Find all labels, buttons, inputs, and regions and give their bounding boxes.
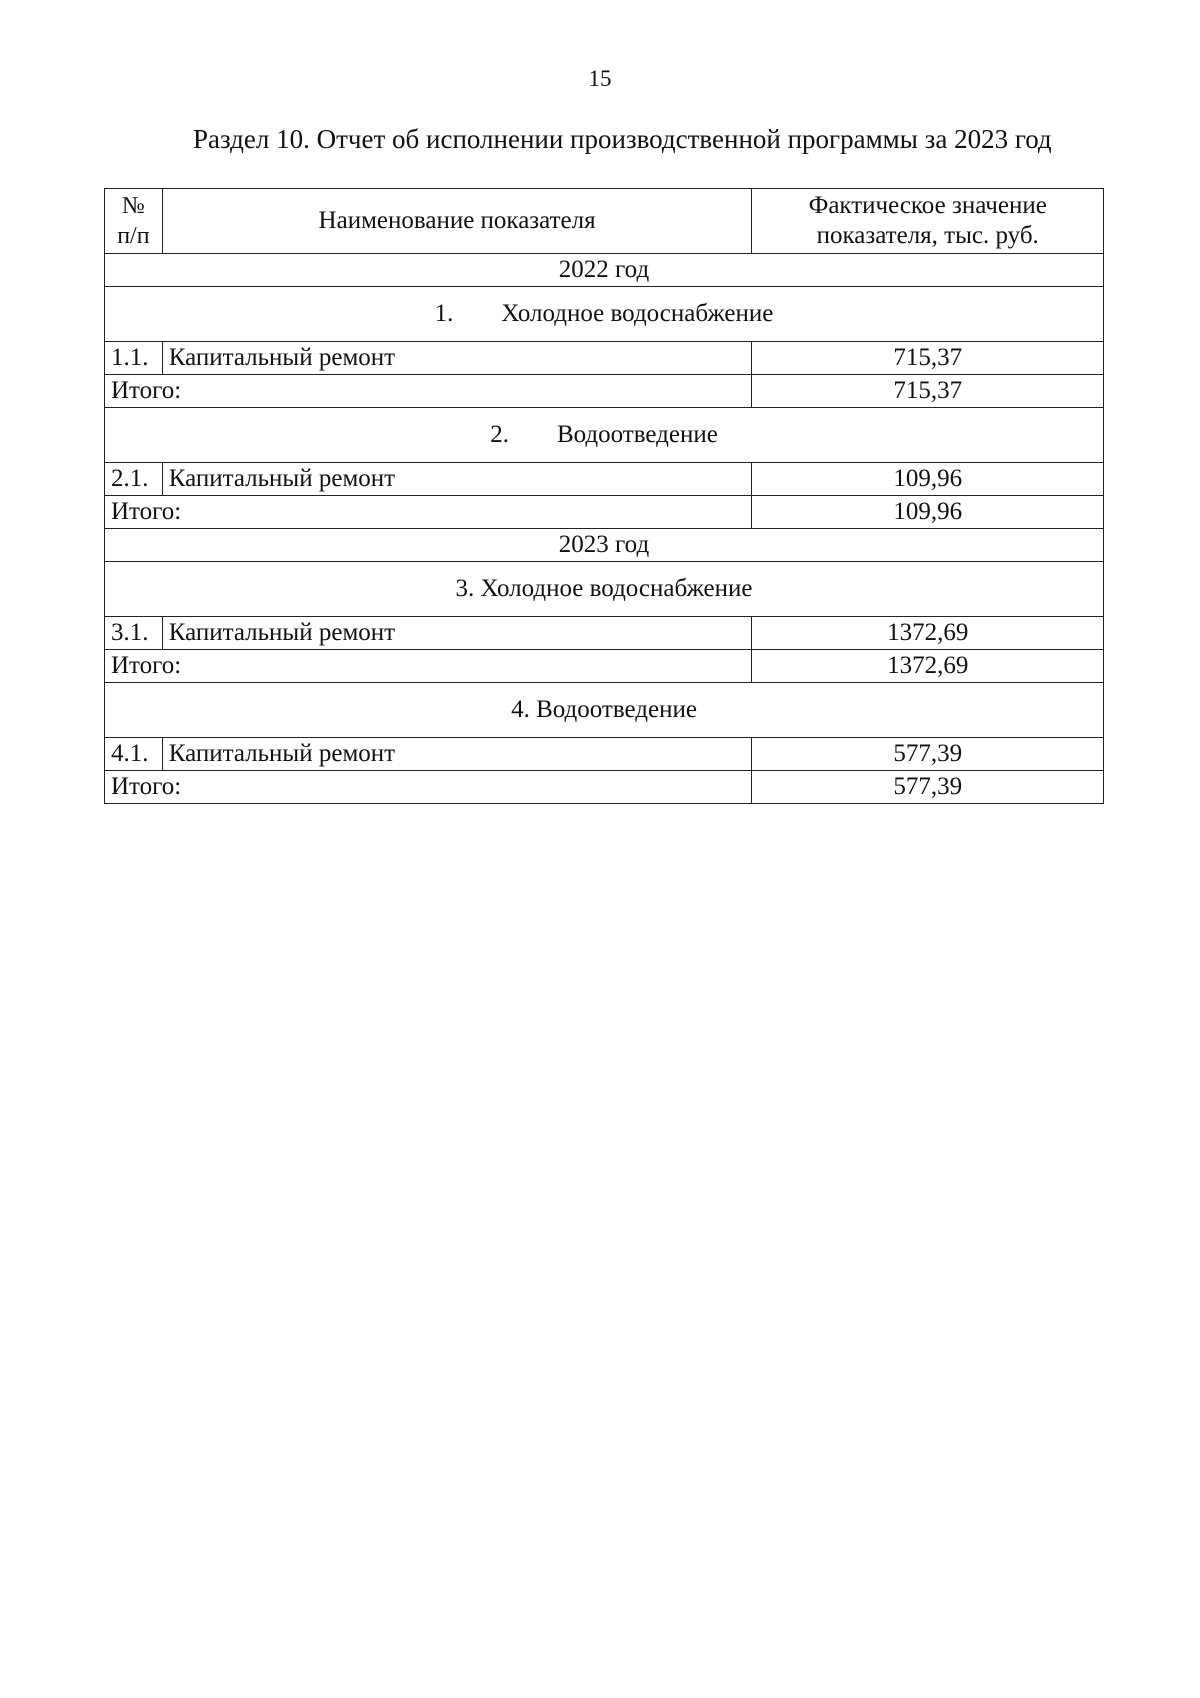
item-value: 715,37 bbox=[752, 342, 1104, 375]
header-value-line2: показателя, тыс. руб. bbox=[816, 222, 1039, 249]
total-row bbox=[105, 650, 1104, 683]
header-num-symbol: № bbox=[121, 193, 145, 219]
year-label: 2022 год bbox=[105, 254, 1104, 287]
item-num: 3.1. bbox=[105, 617, 163, 650]
section-row bbox=[105, 562, 1104, 617]
item-num: 2.1. bbox=[105, 463, 163, 496]
item-name: Капитальный ремонт bbox=[162, 463, 752, 496]
section-number: 2. bbox=[490, 421, 509, 448]
section-row bbox=[105, 408, 1104, 463]
section-heading bbox=[105, 287, 1104, 342]
section-title-text: Водоотведение bbox=[556, 421, 718, 448]
section-row bbox=[105, 683, 1104, 738]
year-row-2023 bbox=[105, 529, 1104, 562]
table-header-row bbox=[105, 189, 1104, 254]
item-name: Капитальный ремонт bbox=[162, 617, 752, 650]
total-value: 109,96 bbox=[752, 496, 1104, 529]
total-value: 1372,69 bbox=[752, 650, 1104, 683]
total-label: Итого: bbox=[105, 650, 752, 683]
page-number: 15 bbox=[588, 66, 612, 91]
item-num: 4.1. bbox=[105, 738, 163, 771]
table-row bbox=[105, 463, 1104, 496]
table-row bbox=[105, 738, 1104, 771]
section-title: Раздел 10. Отчет об исполнении производственной программы за 2023 год bbox=[193, 124, 1052, 154]
item-value: 109,96 bbox=[752, 463, 1104, 496]
section-heading: 4. Водоотведение bbox=[105, 683, 1104, 738]
header-num-sub: п/п bbox=[117, 223, 150, 249]
item-num: 1.1. bbox=[105, 342, 163, 375]
section-number: 1. bbox=[434, 300, 454, 327]
header-value-line1: Фактическое значение bbox=[808, 192, 1047, 219]
total-label: Итого: bbox=[105, 496, 752, 529]
section-heading bbox=[105, 408, 1104, 463]
section-heading: 3. Холодное водоснабжение bbox=[105, 562, 1104, 617]
total-label: Итого: bbox=[105, 375, 752, 408]
item-value: 577,39 bbox=[752, 738, 1104, 771]
header-num bbox=[105, 189, 163, 254]
header-value bbox=[752, 189, 1104, 254]
table-row bbox=[105, 342, 1104, 375]
total-value: 715,37 bbox=[752, 375, 1104, 408]
total-value: 577,39 bbox=[752, 771, 1104, 804]
report-table bbox=[104, 188, 1104, 804]
total-row bbox=[105, 771, 1104, 804]
section-title-text: Холодное водоснабжение bbox=[501, 300, 774, 327]
header-name: Наименование показателя bbox=[162, 189, 752, 254]
total-label: Итого: bbox=[105, 771, 752, 804]
total-row bbox=[105, 496, 1104, 529]
year-label: 2023 год bbox=[105, 529, 1104, 562]
year-row-2022 bbox=[105, 254, 1104, 287]
table-row bbox=[105, 617, 1104, 650]
total-row bbox=[105, 375, 1104, 408]
item-name: Капитальный ремонт bbox=[162, 738, 752, 771]
section-row bbox=[105, 287, 1104, 342]
item-name: Капитальный ремонт bbox=[162, 342, 752, 375]
item-value: 1372,69 bbox=[752, 617, 1104, 650]
